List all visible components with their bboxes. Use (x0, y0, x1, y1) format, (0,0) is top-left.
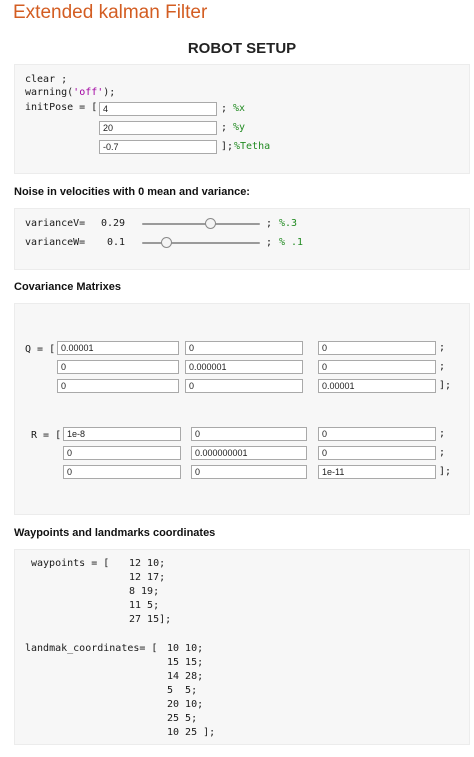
q-cell-1-1[interactable]: 0.000001 (185, 360, 303, 374)
r-cell-1-0[interactable]: 0 (63, 446, 181, 460)
setup-code-block (14, 64, 470, 174)
waypoints-section-label: Waypoints and landmarks coordinates (14, 527, 216, 539)
warning-arg: 'off' (73, 87, 104, 98)
q-cell-0-1[interactable]: 0 (185, 341, 303, 355)
q-row-end-0: ; (439, 342, 446, 353)
initpose-label: initPose = [ (25, 102, 98, 113)
variance-w-value: 0.1 (107, 237, 126, 248)
q-row-end-2: ]; (439, 380, 452, 391)
warning-call: warning( (25, 87, 74, 98)
variance-w-sep: ; (266, 237, 273, 248)
covariance-section-label: Covariance Matrixes (14, 281, 121, 293)
waypoints-row: 12 17; (129, 572, 166, 583)
landmarks-row: 10 25 ]; (167, 727, 216, 738)
q-cell-1-2[interactable]: 0 (318, 360, 436, 374)
landmarks-row: 5 5; (167, 685, 198, 696)
variance-w-slider-thumb[interactable] (161, 237, 172, 248)
waypoints-label: waypoints = [ (31, 558, 110, 569)
initpose-x-comment: %x (233, 103, 246, 114)
variance-w-slider-track[interactable] (142, 242, 260, 244)
landmarks-row: 25 5; (167, 713, 198, 724)
noise-code-block (14, 208, 470, 270)
r-cell-2-1[interactable]: 0 (191, 465, 307, 479)
noise-section-label: Noise in velocities with 0 mean and variance: (14, 186, 250, 198)
r-cell-2-0[interactable]: 0 (63, 465, 181, 479)
landmarks-row: 20 10; (167, 699, 204, 710)
initpose-theta-field[interactable]: -0.7 (99, 140, 217, 154)
q-cell-2-2[interactable]: 0.00001 (318, 379, 436, 393)
r-cell-0-2[interactable]: 0 (318, 427, 436, 441)
landmarks-row: 15 15; (167, 657, 204, 668)
initpose-x-sep: ; (221, 103, 228, 114)
initpose-theta-comment: %Tetha (234, 141, 271, 152)
q-matrix-label: Q = [ (25, 344, 56, 355)
covariance-code-block (14, 303, 470, 515)
landmarks-rows (167, 642, 215, 740)
waypoints-rows (129, 557, 171, 627)
code-line-clear: clear ; (25, 74, 68, 85)
waypoints-row: 11 5; (129, 600, 160, 611)
r-row-end-1: ; (439, 447, 446, 458)
r-cell-0-1[interactable]: 0 (191, 427, 307, 441)
waypoints-row: 12 10; (129, 558, 166, 569)
section-heading-robot-setup: ROBOT SETUP (187, 40, 297, 57)
q-cell-2-0[interactable]: 0 (57, 379, 179, 393)
r-row-end-0: ; (439, 428, 446, 439)
waypoints-row: 8 19; (129, 586, 160, 597)
waypoints-row: 27 15]; (129, 614, 172, 625)
page-title: Extended kalman Filter (13, 2, 208, 23)
r-cell-0-0[interactable]: 1e-8 (63, 427, 181, 441)
r-cell-1-2[interactable]: 0 (318, 446, 436, 460)
waypoints-code-block (14, 549, 470, 745)
initpose-theta-sep: ]; (221, 141, 234, 152)
initpose-x-field[interactable]: 4 (99, 102, 217, 116)
initpose-y-field[interactable]: 20 (99, 121, 217, 135)
r-cell-1-1[interactable]: 0.000000001 (191, 446, 307, 460)
q-cell-2-1[interactable]: 0 (185, 379, 303, 393)
landmarks-label: landmak_coordinates= [ (25, 643, 158, 654)
variance-w-label: varianceW= (25, 237, 86, 248)
variance-v-comment: %.3 (279, 218, 298, 229)
r-cell-2-2[interactable]: 1e-11 (318, 465, 436, 479)
variance-v-value: 0.29 (101, 218, 126, 229)
variance-v-slider-track[interactable] (142, 223, 260, 225)
initpose-y-comment: %y (233, 122, 246, 133)
variance-w-comment: % .1 (279, 237, 304, 248)
code-line-warning (25, 86, 115, 99)
q-row-end-1: ; (439, 361, 446, 372)
q-cell-1-0[interactable]: 0 (57, 360, 179, 374)
warning-close: ); (103, 87, 116, 98)
landmarks-row: 14 28; (167, 671, 204, 682)
q-cell-0-2[interactable]: 0 (318, 341, 436, 355)
initpose-y-sep: ; (221, 122, 228, 133)
q-cell-0-0[interactable]: 0.00001 (57, 341, 179, 355)
r-matrix-label: R = [ (31, 430, 62, 441)
landmarks-row: 10 10; (167, 643, 204, 654)
variance-v-sep: ; (266, 218, 273, 229)
r-row-end-2: ]; (439, 466, 452, 477)
variance-v-label: varianceV= (25, 218, 86, 229)
variance-v-slider-thumb[interactable] (205, 218, 216, 229)
